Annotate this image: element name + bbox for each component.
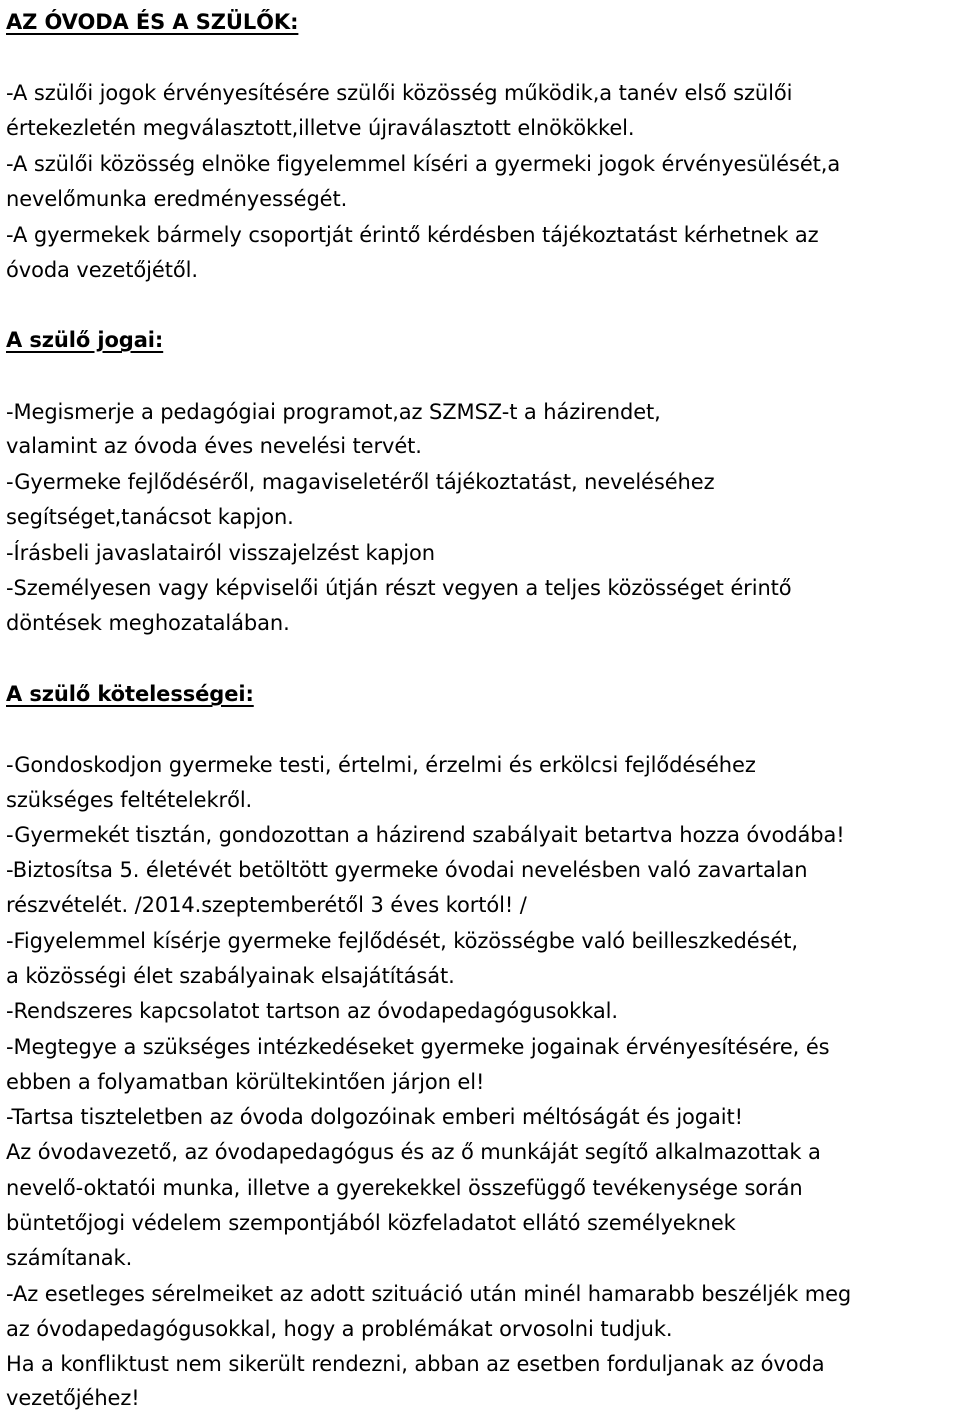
duties-line: az óvodapedagógusokkal, hogy a problémákat orvosolni tudjuk. bbox=[6, 1317, 673, 1341]
duties-line: büntetőjogi védelem szempontjából közfeladatot ellátó személyeknek bbox=[6, 1211, 736, 1235]
intro-line: -A gyermekek bármely csoportját érintő kérdésben tájékoztatást kérhetnek az bbox=[6, 223, 819, 247]
duties-line: szükséges feltételekről. bbox=[6, 788, 253, 812]
duties-line: Az óvodavezető, az óvodapedagógus és az ő munkáját segítő alkalmazottak a bbox=[6, 1140, 821, 1164]
duties-line: számítanak. bbox=[6, 1246, 133, 1270]
intro-line: -A szülői jogok érvényesítésére szülői közösség működik,a tanév első szülői bbox=[6, 81, 793, 105]
intro-line: értekezletén megválasztott,illetve újraválasztott elnökökkel. bbox=[6, 116, 635, 140]
document-title: AZ ÓVODA ÉS A SZÜLŐK: bbox=[6, 10, 299, 34]
rights-line: segítséget,tanácsot kapjon. bbox=[6, 505, 294, 529]
duties-line: ebben a folyamatban körültekintően járjon el! bbox=[6, 1070, 485, 1094]
duties-line: -Tartsa tiszteletben az óvoda dolgozóinak emberi méltóságát és jogait! bbox=[6, 1105, 743, 1129]
duties-line: -Megtegye a szükséges intézkedéseket gyermeke jogainak érvényesítésére, és bbox=[6, 1035, 830, 1059]
duties-line: Ha a konfliktust nem sikerült rendezni, abban az esetben forduljanak az óvoda bbox=[6, 1352, 825, 1376]
rights-line: -Gyermeke fejlődéséről, magaviseletéről tájékoztatást, neveléséhez bbox=[6, 470, 715, 494]
rights-heading: A szülő jogai: bbox=[6, 328, 164, 352]
duties-line: vezetőjéhez! bbox=[6, 1386, 140, 1410]
rights-line: valamint az óvoda éves nevelési tervét. bbox=[6, 434, 422, 458]
duties-line: -Gondoskodjon gyermeke testi, értelmi, érzelmi és erkölcsi fejlődéséhez bbox=[6, 753, 756, 777]
rights-line: -Írásbeli javaslatairól visszajelzést kapjon bbox=[6, 541, 435, 565]
rights-line: -Megismerje a pedagógiai programot,az SZMSZ-t a házirendet, bbox=[6, 400, 661, 424]
rights-line: -Személyesen vagy képviselői útján részt vegyen a teljes közösséget érintő bbox=[6, 576, 792, 600]
rights-line: döntések meghozatalában. bbox=[6, 611, 290, 635]
duties-line: -Biztosítsa 5. életévét betöltött gyermeke óvodai nevelésben való zavartalan bbox=[6, 858, 808, 882]
duties-line: -Rendszeres kapcsolatot tartson az óvodapedagógusokkal. bbox=[6, 999, 618, 1023]
duties-line: -Gyermekét tisztán, gondozottan a házirend szabályait betartva hozza óvodába! bbox=[6, 823, 845, 847]
intro-line: óvoda vezetőjétől. bbox=[6, 258, 198, 282]
intro-line: -A szülői közösség elnöke figyelemmel kíséri a gyermeki jogok érvényesülését,a bbox=[6, 152, 841, 176]
duties-heading: A szülő kötelességei: bbox=[6, 682, 254, 706]
duties-line: nevelő-oktatói munka, illetve a gyerekekkel összefüggő tevékenysége során bbox=[6, 1176, 803, 1200]
intro-line: nevelőmunka eredményességét. bbox=[6, 187, 348, 211]
duties-line: -Az esetleges sérelmeiket az adott szituáció után minél hamarabb beszéljék meg bbox=[6, 1282, 852, 1306]
duties-line: részvételét. /2014.szeptemberétől 3 éves kortól! / bbox=[6, 893, 527, 917]
duties-line: -Figyelemmel kísérje gyermeke fejlődését, közösségbe való beilleszkedését, bbox=[6, 929, 798, 953]
duties-line: a közösségi élet szabályainak elsajátítását. bbox=[6, 964, 455, 988]
